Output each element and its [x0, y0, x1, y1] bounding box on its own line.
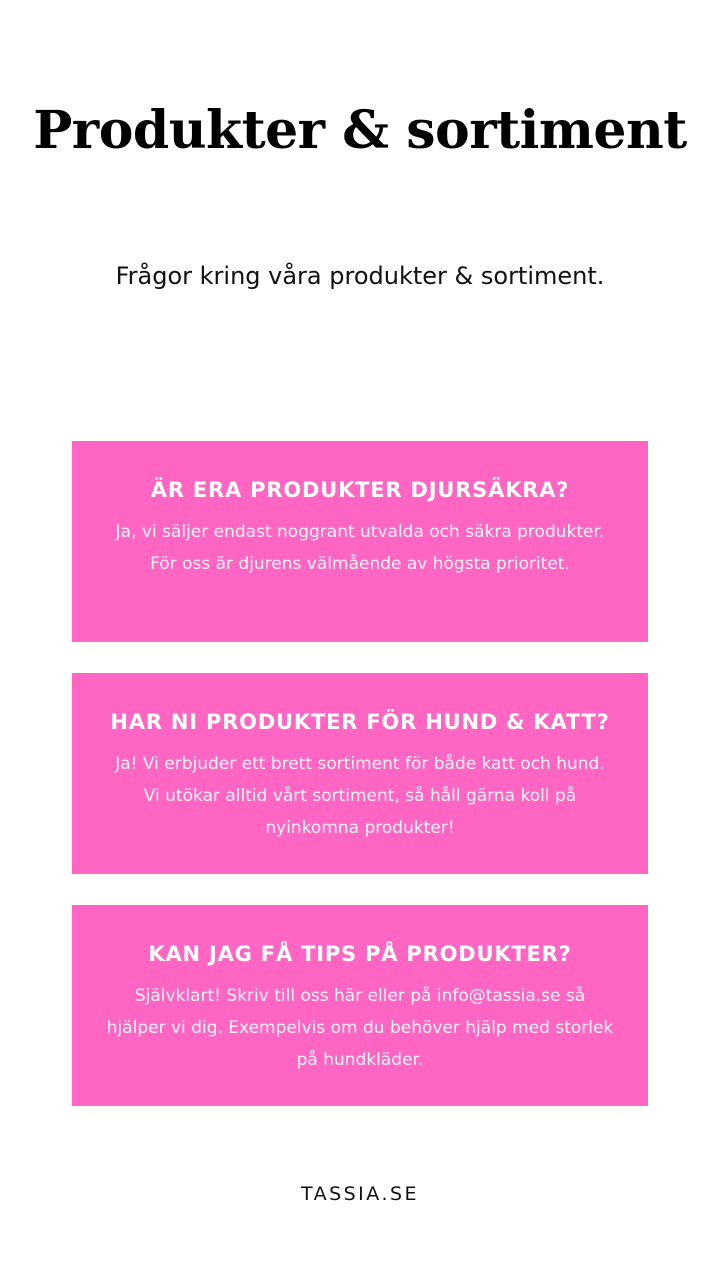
- faq-card-product-tips: [72, 905, 648, 1106]
- faq-answer: Självklart! Skriv till oss här eller på info@tassia.se så hjälper vi dig. Exempelvis om du behöver hjälp med storlek på hundkläder.: [106, 986, 614, 1070]
- faq-card-dog-and-cat: [72, 673, 648, 874]
- footer-brand: TASSIA.SE: [300, 1183, 420, 1205]
- page-subtitle: Frågor kring våra produkter & sortiment.: [115, 262, 605, 290]
- faq-card-animal-safety: [72, 441, 648, 642]
- faq-answer: Ja! Vi erbjuder ett brett sortiment för både katt och hund. Vi utökar alltid vårt sortiment, så håll gärna koll på nyinkomna produkter!: [115, 754, 605, 838]
- faq-question: ÄR ERA PRODUKTER DJURSÄKRA?: [150, 478, 570, 502]
- faq-question: HAR NI PRODUKTER FÖR HUND & KATT?: [110, 710, 610, 734]
- faq-answer: Ja, vi säljer endast noggrant utvalda och säkra produkter. För oss är djurens välmående av högsta prioritet.: [115, 522, 605, 574]
- page-title: Produkter & sortiment: [33, 100, 687, 161]
- faq-question: KAN JAG FÅ TIPS PÅ PRODUKTER?: [148, 942, 572, 966]
